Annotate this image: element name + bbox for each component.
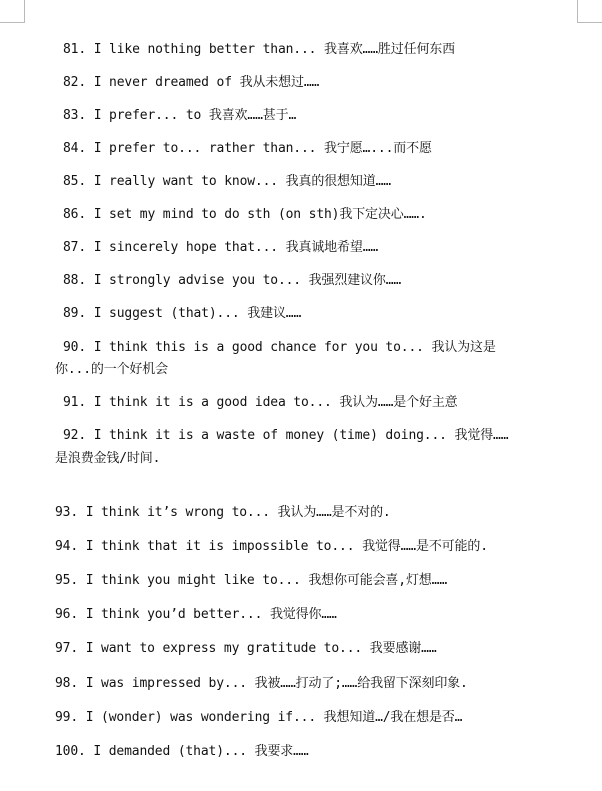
entry-98: 98. I was impressed by... 我被……打动了;……给我留下深刻印象. — [55, 676, 468, 691]
entry-93: 93. I think it’s wrong to... 我认为……是不对的. — [55, 505, 391, 520]
page-corner-mark-right — [577, 0, 602, 23]
entry-81: 81. I like nothing better than... 我喜欢……胜过任何东西 — [63, 42, 456, 57]
entry-92-continuation: 是浪费金钱/时间. — [55, 451, 161, 466]
entry-88: 88. I strongly advise you to... 我强烈建议你…… — [63, 273, 402, 288]
entry-92: 92. I think it is a waste of money (time) doing... 我觉得…… — [63, 428, 509, 443]
entry-96: 96. I think you’d better... 我觉得你…… — [55, 607, 337, 622]
entry-99: 99. I (wonder) was wondering if... 我想知道…/我在想是否… — [55, 710, 463, 725]
entry-90: 90. I think this is a good chance for you to... 我认为这是 — [63, 340, 496, 355]
entry-91: 91. I think it is a good idea to... 我认为……是个好主意 — [63, 395, 458, 410]
entry-89: 89. I suggest (that)... 我建议…… — [63, 306, 302, 321]
entry-95: 95. I think you might like to... 我想你可能会喜,灯想…… — [55, 573, 448, 588]
page-corner-mark-left — [0, 0, 25, 23]
entry-86: 86. I set my mind to do sth (on sth)我下定决心……. — [63, 207, 427, 222]
entry-83: 83. I prefer... to 我喜欢……甚于… — [63, 108, 297, 123]
entry-94: 94. I think that it is impossible to... 我觉得……是不可能的. — [55, 539, 488, 554]
entry-84: 84. I prefer to... rather than... 我宁愿…...而不愿 — [63, 141, 432, 156]
entry-90-continuation: 你...的一个好机会 — [55, 362, 168, 377]
entry-82: 82. I never dreamed of 我从未想过…… — [63, 75, 320, 90]
entry-87: 87. I sincerely hope that... 我真诚地希望…… — [63, 240, 379, 255]
entry-85: 85. I really want to know... 我真的很想知道…… — [63, 174, 391, 189]
entry-97: 97. I want to express my gratitude to... 我要感谢…… — [55, 641, 437, 656]
entry-100: 100. I demanded (that)... 我要求…… — [55, 744, 309, 759]
